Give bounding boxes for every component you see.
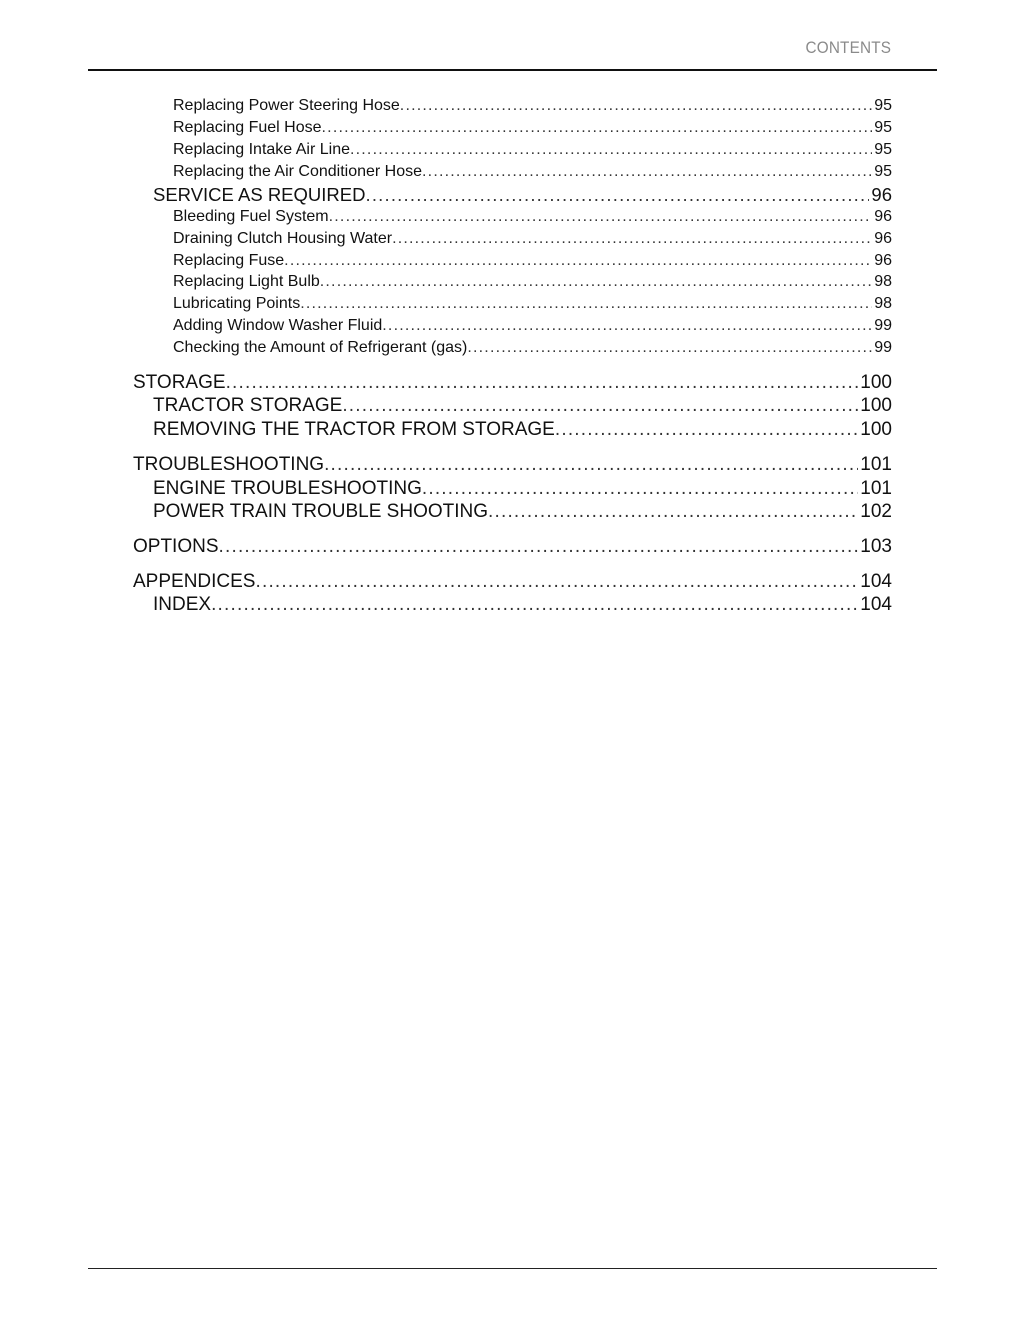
toc-entry[interactable] [173, 97, 892, 115]
header-rule [88, 69, 937, 71]
toc-entry[interactable] [153, 501, 892, 523]
toc-leader-dots [300, 295, 872, 313]
toc-entry-page: 101 [860, 454, 892, 475]
toc-entry[interactable] [173, 339, 892, 357]
toc-entry[interactable] [173, 163, 892, 181]
toc-entry-label: Replacing Fuel Hose [173, 119, 322, 136]
toc-leader-dots [324, 454, 858, 476]
toc-leader-dots [392, 230, 872, 248]
page-header-title: CONTENTS [805, 38, 891, 57]
toc-leader-dots [555, 419, 858, 441]
toc-leader-dots [350, 141, 872, 159]
toc-entry-page: 95 [874, 97, 892, 114]
toc-entry-label: STORAGE [133, 372, 226, 393]
toc-entry[interactable] [133, 536, 892, 558]
toc-entry-label: OPTIONS [133, 536, 219, 557]
toc-leader-dots [400, 97, 872, 115]
toc-entry[interactable] [153, 594, 892, 616]
toc-entry-page: 95 [874, 119, 892, 136]
toc-entry[interactable] [133, 571, 892, 593]
toc-entry-page: 95 [874, 141, 892, 158]
toc-leader-dots [226, 372, 859, 394]
toc-leader-dots [284, 252, 872, 270]
toc-entry-label: TROUBLESHOOTING [133, 454, 325, 475]
toc-entry[interactable] [173, 208, 892, 226]
toc-entry-label: ENGINE TROUBLESHOOTING [153, 478, 422, 499]
toc-entry-page: 103 [860, 536, 892, 557]
toc-entry-label: Checking the Amount of Refrigerant (gas) [173, 339, 468, 356]
toc-leader-dots [467, 339, 872, 357]
toc-entry[interactable] [173, 141, 892, 159]
toc-entry-label: Replacing Light Bulb [173, 273, 320, 290]
toc-leader-dots [488, 501, 858, 523]
toc-entry-label: Lubricating Points [173, 295, 301, 312]
toc-entry-page: 96 [874, 252, 892, 269]
toc-entry-page: 101 [860, 478, 892, 499]
toc-entry[interactable] [133, 454, 892, 476]
toc-entry-label: REMOVING THE TRACTOR FROM STORAGE [153, 419, 555, 440]
toc-entry-page: 95 [874, 163, 892, 180]
toc-entry-label: INDEX [153, 594, 212, 615]
toc-entry-page: 100 [860, 372, 892, 393]
toc-leader-dots [211, 594, 858, 616]
toc-entry-page: 96 [874, 208, 892, 225]
toc-entry-label: Replacing the Air Conditioner Hose [173, 163, 423, 180]
toc-leader-dots [422, 478, 858, 500]
toc-entry-page: 98 [874, 273, 892, 290]
toc-leader-dots [365, 184, 869, 206]
toc-entry-label: Replacing Intake Air Line [173, 141, 350, 158]
toc-entry[interactable] [153, 184, 892, 206]
toc-entry-label: Adding Window Washer Fluid [173, 317, 383, 334]
toc-entry-page: 104 [860, 594, 892, 615]
toc-entry-label: Replacing Fuse [173, 252, 285, 269]
toc-leader-dots [255, 571, 858, 593]
toc-entry-page: 96 [871, 184, 892, 205]
toc-entry-label: Draining Clutch Housing Water [173, 230, 393, 247]
toc-entry[interactable] [153, 395, 892, 417]
footer-rule [88, 1268, 937, 1269]
toc-entry-page: 100 [860, 395, 892, 416]
toc-entry-page: 104 [860, 571, 892, 592]
toc-entry-label: SERVICE AS REQUIRED [153, 184, 366, 205]
toc-entry-label: Replacing Power Steering Hose [173, 97, 400, 114]
toc-leader-dots [219, 536, 859, 558]
toc-entry-label: POWER TRAIN TROUBLE SHOOTING [153, 501, 489, 522]
toc-leader-dots [329, 208, 873, 226]
toc-entry-page: 99 [874, 339, 892, 356]
toc-entry[interactable] [153, 478, 892, 500]
toc-leader-dots [342, 395, 858, 417]
toc-entry-page: 100 [860, 419, 892, 440]
toc-entry-label: Bleeding Fuel System [173, 208, 329, 225]
toc-entry[interactable] [173, 317, 892, 335]
toc-entry[interactable] [173, 119, 892, 137]
toc-leader-dots [322, 119, 873, 137]
toc-entry[interactable] [133, 372, 892, 394]
toc-entry[interactable] [173, 252, 892, 270]
toc-entry-page: 99 [874, 317, 892, 334]
toc-leader-dots [382, 317, 872, 335]
toc-entry[interactable] [173, 273, 892, 291]
toc-leader-dots [422, 163, 872, 181]
toc-entry-label: TRACTOR STORAGE [153, 395, 343, 416]
toc-entry-page: 98 [874, 295, 892, 312]
toc-entry-page: 96 [874, 230, 892, 247]
toc-leader-dots [320, 273, 872, 291]
toc-entry-page: 102 [860, 501, 892, 522]
toc-entry[interactable] [173, 295, 892, 313]
toc-entry[interactable] [153, 419, 892, 441]
toc-entry[interactable] [173, 230, 892, 248]
toc-entry-label: APPENDICES [133, 571, 256, 592]
